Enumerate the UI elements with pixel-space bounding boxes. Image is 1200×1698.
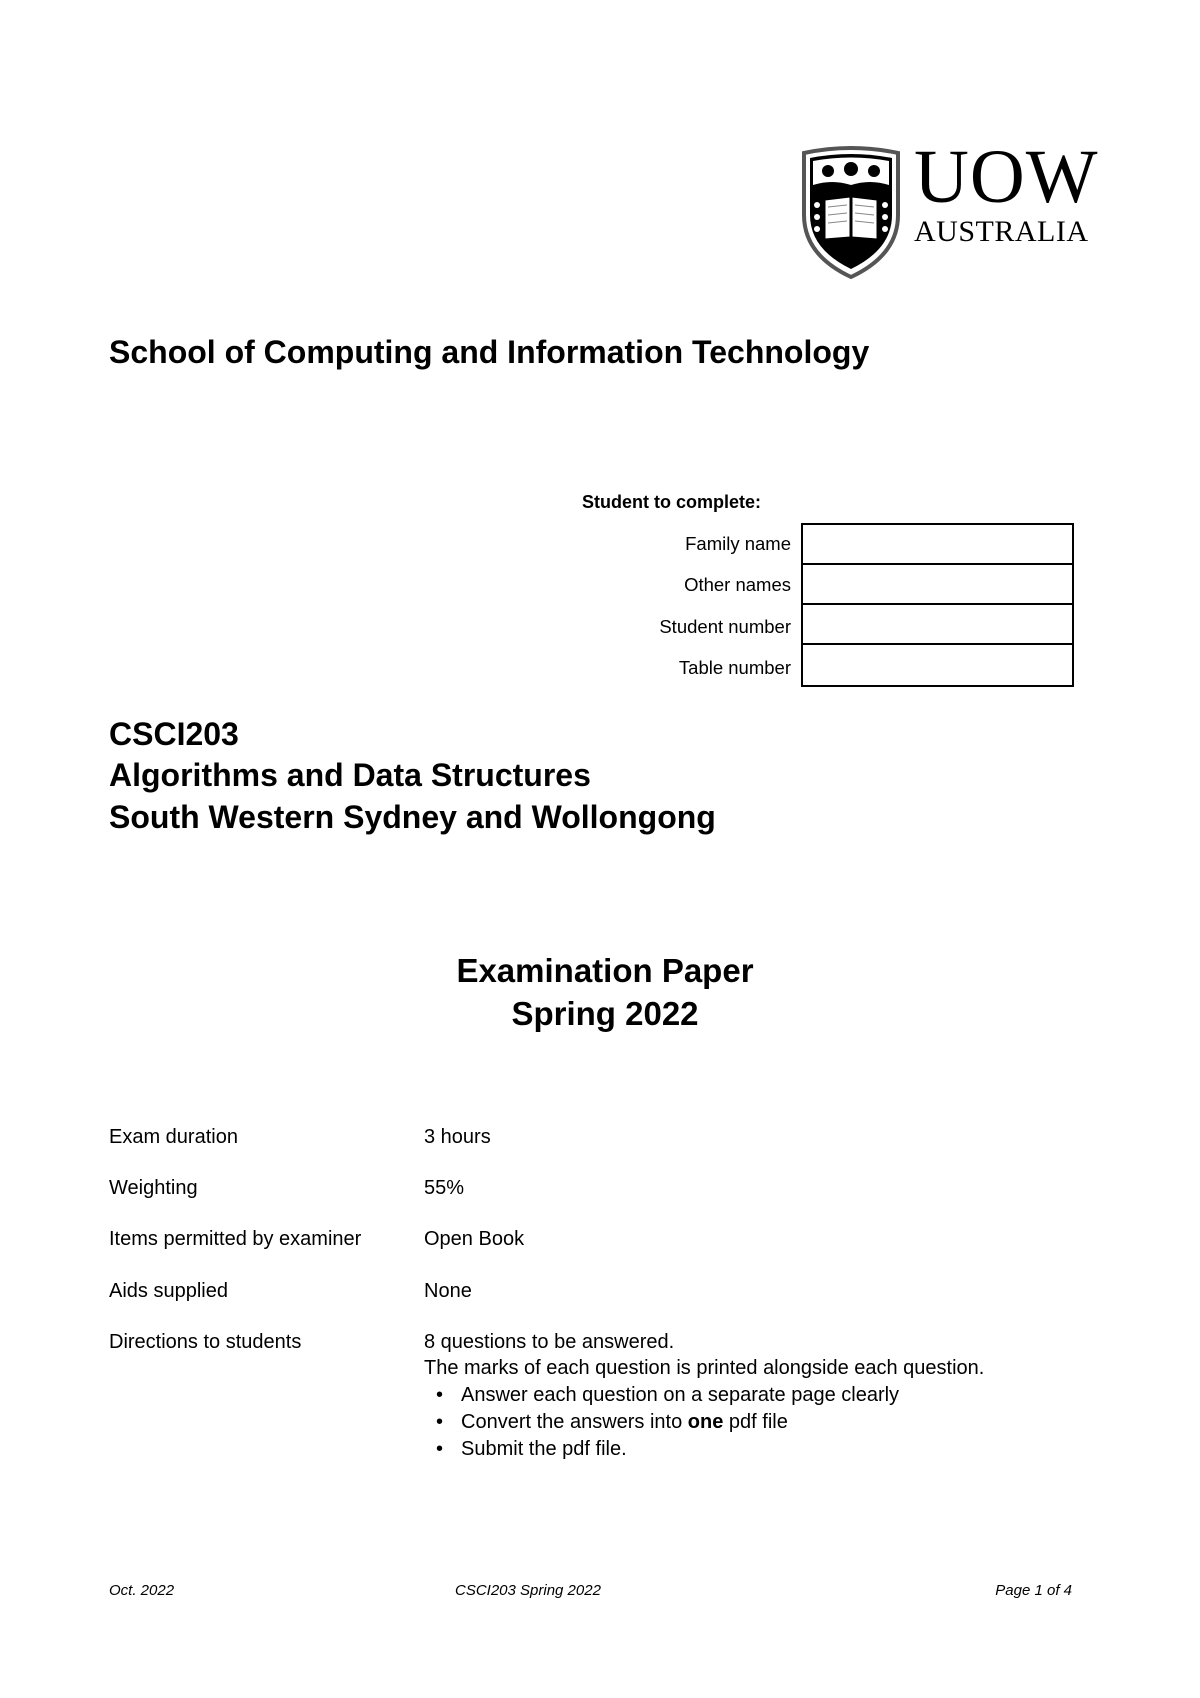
- logo-wordmark: UOW: [914, 135, 1099, 219]
- exam-session: Spring 2022: [511, 995, 699, 1032]
- other-names-field[interactable]: [803, 565, 1072, 605]
- logo-subtitle: AUSTRALIA: [914, 215, 1089, 248]
- detail-label: Weighting: [109, 1177, 198, 1199]
- table-number-label: Table number: [678, 657, 791, 678]
- detail-value: Open Book: [424, 1228, 525, 1250]
- detail-value: None: [424, 1280, 472, 1302]
- detail-value: 3 hours: [424, 1126, 491, 1148]
- course-code: CSCI203: [109, 716, 239, 752]
- bullet-icon: •: [436, 1384, 444, 1406]
- detail-label: Directions to students: [109, 1331, 302, 1353]
- bullet-icon: •: [436, 1438, 444, 1460]
- table-number-field[interactable]: [803, 645, 1072, 685]
- student-form-heading: Student to complete:: [582, 492, 761, 512]
- detail-label: Items permitted by examiner: [109, 1228, 362, 1250]
- detail-value: 55%: [424, 1177, 465, 1199]
- footer-course: CSCI203 Spring 2022: [455, 1582, 601, 1599]
- detail-value: 8 questions to be answered.: [424, 1331, 675, 1353]
- detail-label: Aids supplied: [109, 1280, 228, 1302]
- detail-label: Exam duration: [109, 1126, 238, 1148]
- bullet-emphasis: one: [687, 1411, 724, 1433]
- directions-line: The marks of each question is printed alongside each question.: [424, 1357, 985, 1379]
- direction-bullet: Answer each question on a separate page clearly: [461, 1384, 900, 1406]
- course-title: Algorithms and Data Structures: [109, 757, 591, 793]
- student-form-box: [801, 523, 1074, 687]
- student-number-label: Student number: [659, 616, 791, 637]
- other-names-label: Other names: [684, 574, 791, 595]
- family-name-field[interactable]: [803, 525, 1072, 565]
- bullet-icon: •: [436, 1411, 444, 1433]
- school-name: School of Computing and Information Technology: [109, 334, 870, 370]
- direction-bullet: [461, 1411, 788, 1434]
- uow-crest-logo: [800, 145, 902, 279]
- family-name-label: Family name: [685, 533, 791, 554]
- bullet-text: pdf file: [723, 1411, 788, 1433]
- exam-title: Examination Paper: [456, 952, 754, 989]
- bullet-text: Convert the answers into: [461, 1411, 688, 1433]
- course-campus: South Western Sydney and Wollongong: [109, 799, 716, 835]
- direction-bullet: Submit the pdf file.: [461, 1438, 627, 1460]
- footer-date: Oct. 2022: [109, 1582, 175, 1599]
- footer-page-number: Page 1 of 4: [995, 1582, 1072, 1599]
- student-number-field[interactable]: [803, 605, 1072, 645]
